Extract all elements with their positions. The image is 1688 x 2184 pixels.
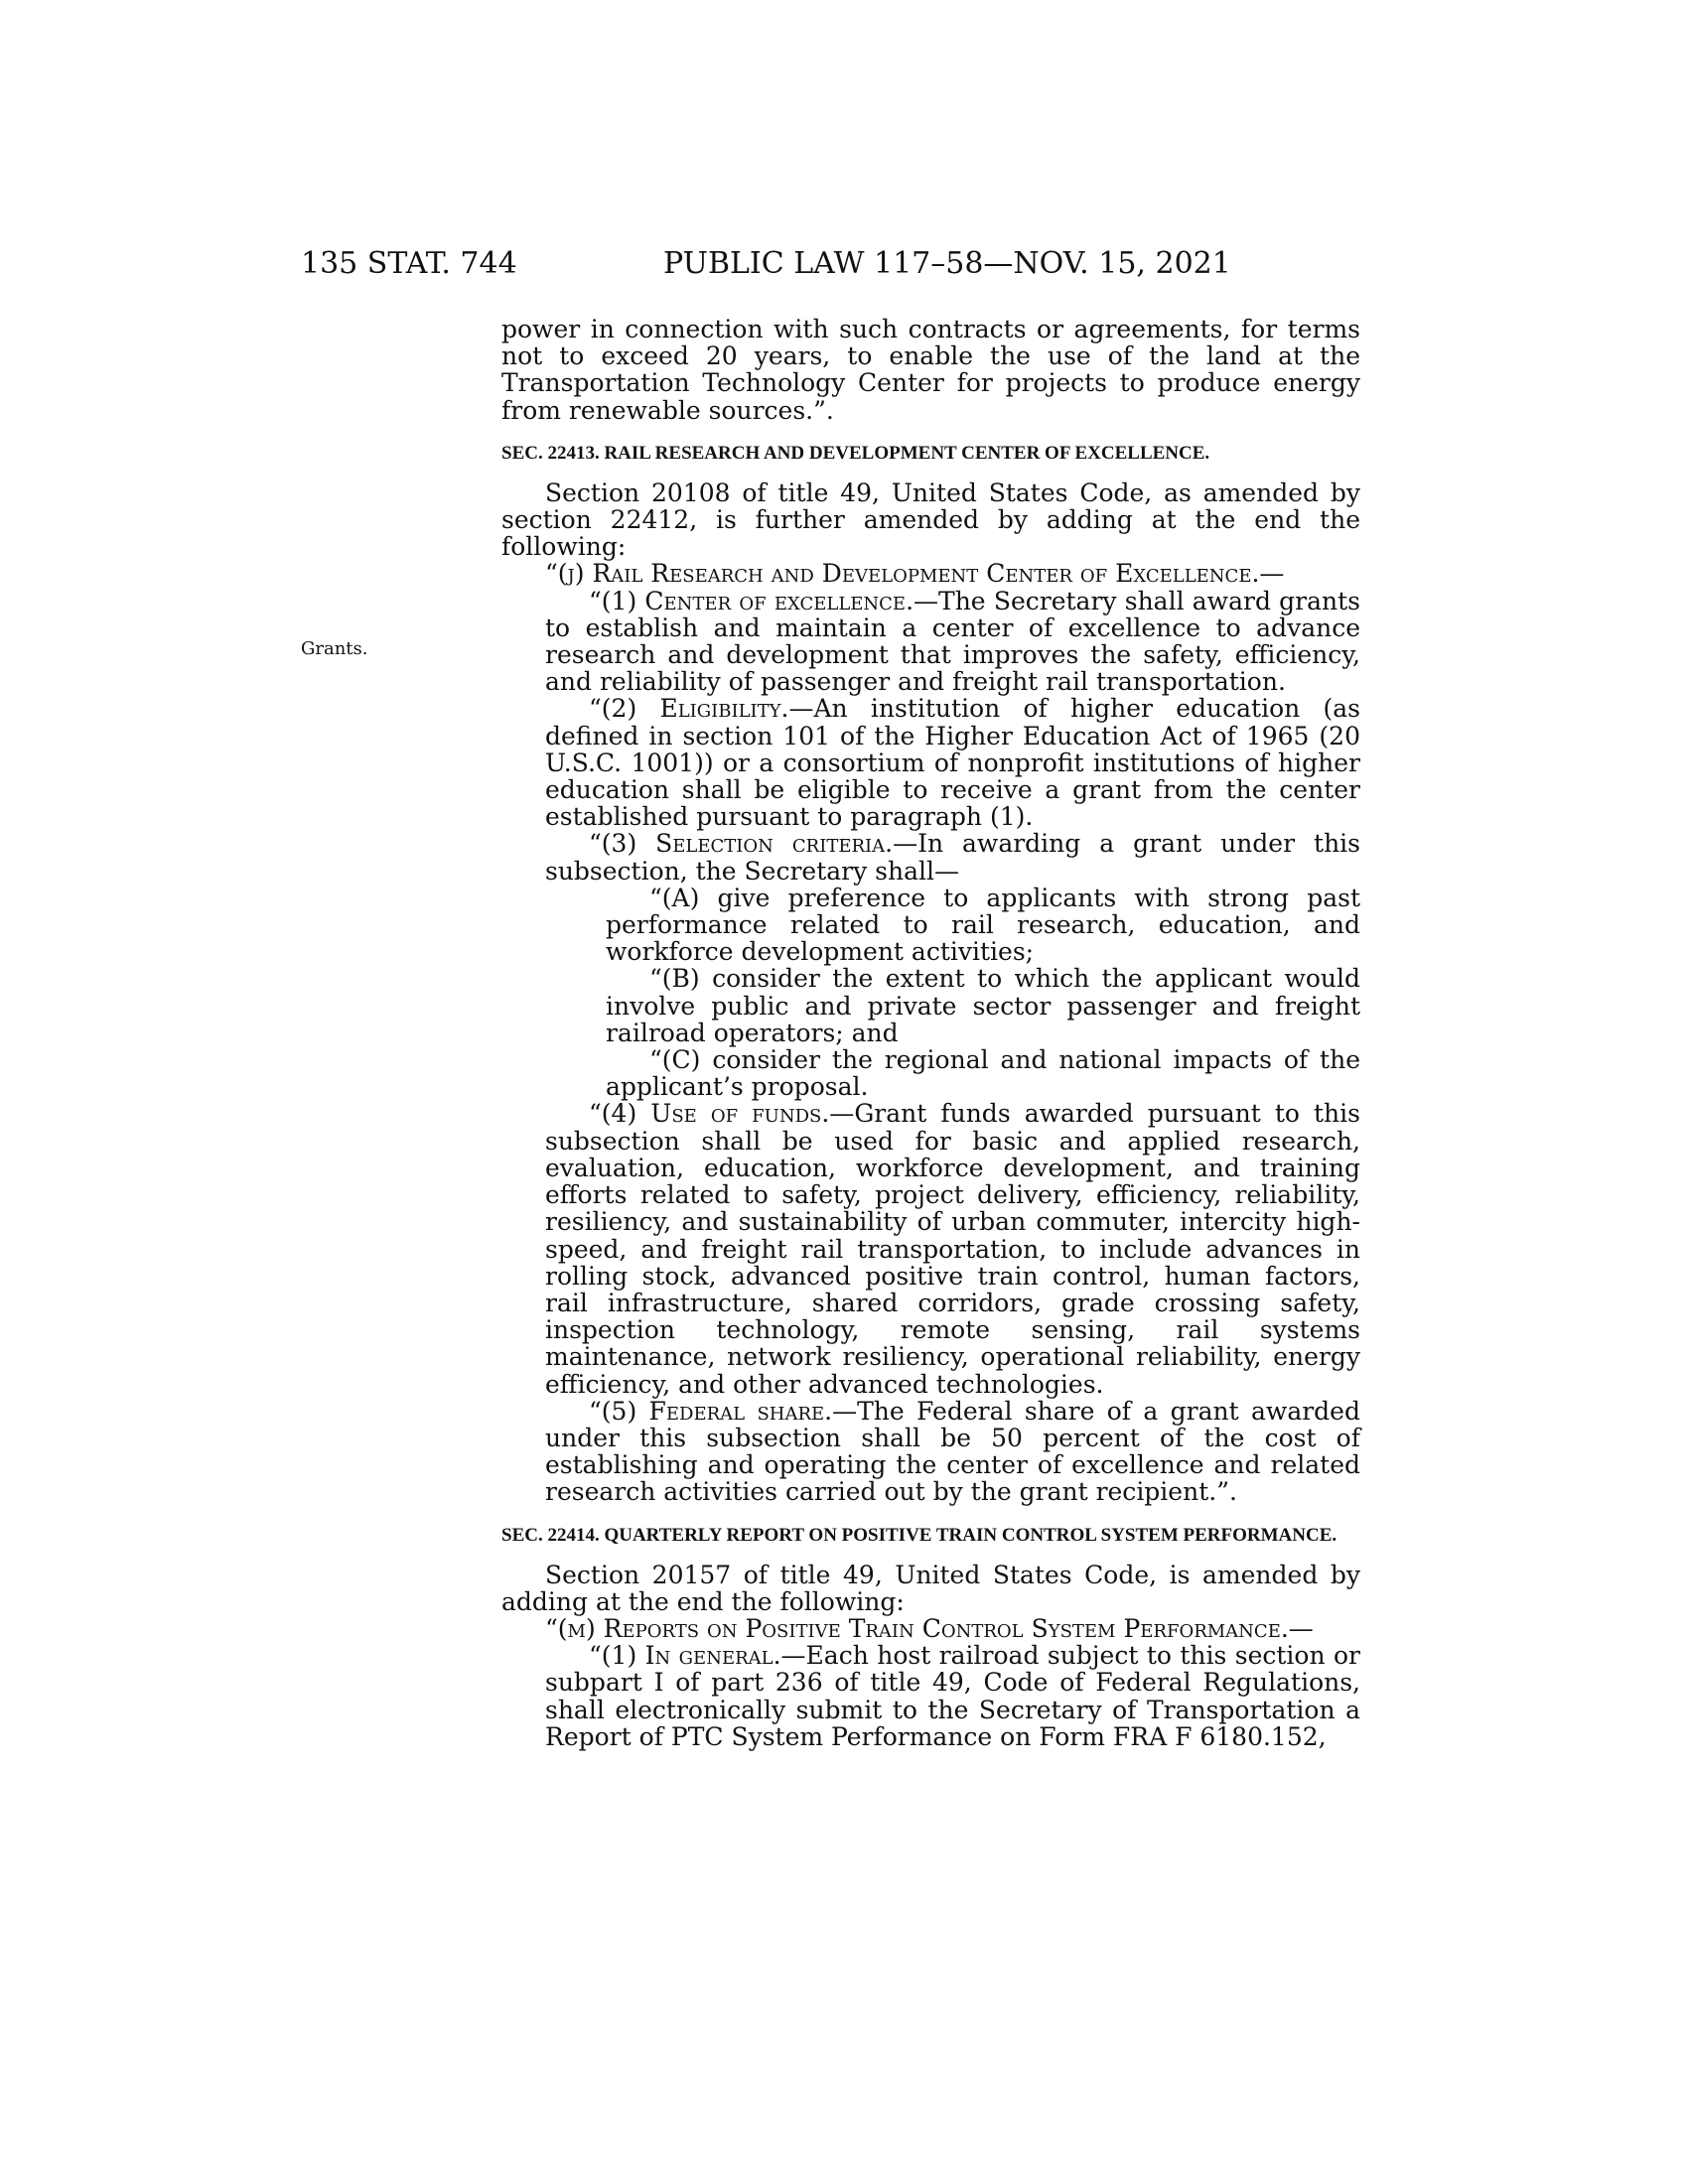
paragraph-use-of-funds: “(4) Use of funds.—Grant funds awarded pursuant to this subsection shall be used for basic and applied research, evaluation, education, workforce development, and training efforts related to safety, project delivery, efficiency, reliability, resiliency, and sustainability of urban commuter, intercity high-speed, and freight rail transportation, to include advances in rolling stock, advanced positive train control, human factors, rail infrastructure, shared corridors, grade crossing safety, inspection technology, remote sensing, rail systems maintenance, network resiliency, operational reliability, energy efficiency, and other advanced technologies. bbox=[545, 1099, 1360, 1399]
paragraph-continuation: power in connection with such contracts or agreements, for terms not to exceed 20 years, to enable the use of the land at the Transportation Technology Center for projects to produce energy from renewable sources.”. bbox=[501, 315, 1360, 425]
subsection-heading-m: “(m) Reports on Positive Train Control System Performance.— bbox=[545, 1613, 1314, 1643]
paragraph: Section 20108 of title 49, United States Code, as amended by section 22412, is further amended by adding at the end the following: bbox=[501, 478, 1360, 562]
paragraph-federal-share: “(5) Federal share.—The Federal share of a grant awarded under this subsection shall be 50 percent of the cost of establishing and operating the center of excellence and related research activities carried out by the grant recipient.”. bbox=[545, 1396, 1360, 1507]
subparagraph-a: “(A) give preference to applicants with strong past performance related to rail research, education, and workforce development activities; bbox=[606, 883, 1360, 967]
section-heading-22414: SEC. 22414. QUARTERLY REPORT ON POSITIVE TRAIN CONTROL SYSTEM PERFORMANCE. bbox=[501, 1524, 1337, 1546]
paragraph-in-general: “(1) In general.—Each host railroad subject to this section or subpart I of part 236 of title 49, Code of Federal Regulations, shall electronically submit to the Secretary of Transportation a Report of PTC System Performance on Form FRA F 6180.152, bbox=[545, 1641, 1361, 1751]
margin-note: Grants. bbox=[301, 638, 368, 659]
paragraph: Section 20157 of title 49, United States Code, is amended by adding at the end the following: bbox=[501, 1560, 1360, 1616]
subsection-heading-j: “(j) Rail Research and Development Center of Excellence.— bbox=[545, 559, 1285, 589]
paragraph-selection-criteria: “(3) Selection criteria.—In awarding a grant under this subsection, the Secretary shall— bbox=[545, 829, 1360, 886]
document-body bbox=[501, 316, 1360, 1750]
public-law-title: PUBLIC LAW 117–58—NOV. 15, 2021 bbox=[663, 246, 1231, 281]
section-heading-22413: SEC. 22413. RAIL RESEARCH AND DEVELOPMENT CENTER OF EXCELLENCE. bbox=[501, 442, 1210, 464]
paragraph-center-of-excellence: “(1) Center of excellence.—The Secretary shall award grants to establish and maintain a center of excellence to advance research and development that improves the safety, efficiency, and reliability of passenger and freight rail transportation. bbox=[545, 586, 1360, 697]
subparagraph-b: “(B) consider the extent to which the applicant would involve public and private sector passenger and freight railroad operators; and bbox=[606, 964, 1360, 1047]
subparagraph-c: “(C) consider the regional and national impacts of the applicant’s proposal. bbox=[606, 1045, 1360, 1102]
page-header bbox=[0, 246, 1688, 286]
paragraph-eligibility: “(2) Eligibility.—An institution of higher education (as defined in section 101 of the Higher Education Act of 1965 (20 U.S.C. 1001)) or a consortium of nonprofit institutions of higher education shall be eligible to receive a grant from the center established pursuant to paragraph (1). bbox=[545, 694, 1360, 832]
statute-page-reference: 135 STAT. 744 bbox=[301, 246, 517, 281]
